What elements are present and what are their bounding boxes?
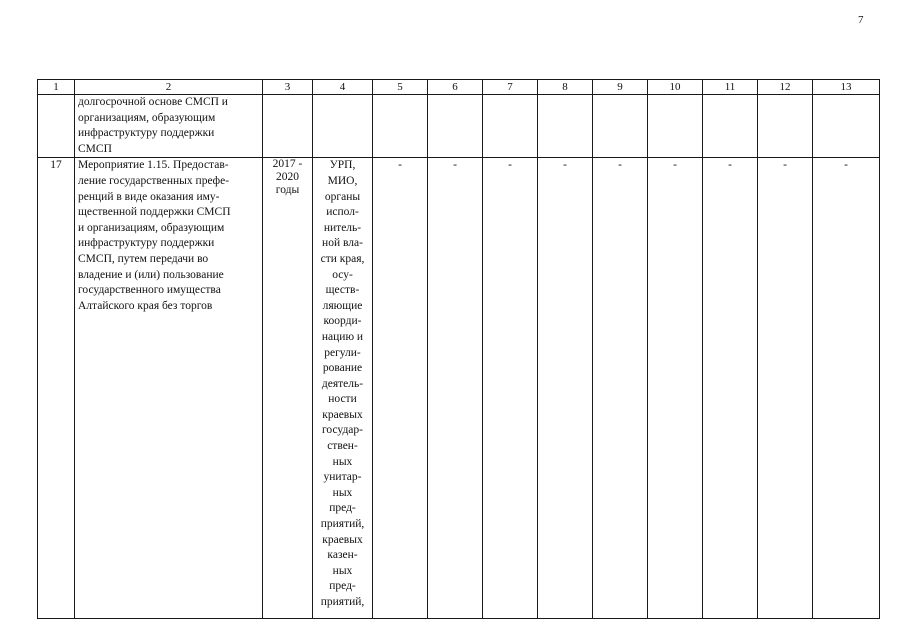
table-cell: [483, 95, 538, 158]
text-line: годы: [275, 184, 300, 197]
table-cell: [648, 95, 703, 158]
column-header: 4: [313, 80, 373, 95]
table-cell: [813, 95, 880, 158]
text-line: ных: [332, 564, 353, 577]
text-line: и организациям, образующим: [78, 221, 225, 234]
column-header: 12: [758, 80, 813, 95]
text-line: краевых: [322, 408, 363, 421]
text-line: ствен-: [327, 440, 358, 453]
text-line: приятий,: [320, 596, 365, 608]
column-header: 3: [263, 80, 313, 95]
text-line: МИО,: [327, 174, 358, 187]
table-cell: [428, 95, 483, 158]
text-line: пред-: [329, 580, 356, 593]
column-header: 10: [648, 80, 703, 95]
column-header: 5: [373, 80, 428, 95]
value-cell: -: [648, 158, 703, 619]
text-line: сти края,: [320, 252, 365, 265]
value-cell: -: [813, 158, 880, 619]
text-line: рование: [322, 362, 363, 375]
period-cell: [263, 158, 313, 619]
text-line: ной вла-: [322, 237, 363, 250]
text-line: краевых: [322, 533, 363, 546]
value-cell: -: [758, 158, 813, 619]
program-table: [37, 79, 880, 619]
column-header: 1: [38, 80, 75, 95]
table-cell: [373, 95, 428, 158]
text-line: коорди-: [323, 315, 362, 328]
table-cell: [38, 95, 75, 158]
value-cell: -: [593, 158, 648, 619]
text-line: органы: [324, 190, 361, 203]
text-line: государственного имущества: [78, 284, 221, 297]
value-cell: -: [538, 158, 593, 619]
text-line: ренций в виде оказания иму-: [78, 190, 220, 203]
text-line: ных: [332, 486, 353, 499]
text-line: деятель-: [321, 377, 364, 390]
table-cell: [593, 95, 648, 158]
text-line: осу-: [332, 268, 353, 281]
column-header: 2: [75, 80, 263, 95]
table-cell: [538, 95, 593, 158]
text-line: приятий,: [320, 518, 365, 531]
text-line: 2017 -: [272, 158, 303, 171]
text-line: щественной поддержки СМСП: [78, 206, 231, 219]
text-line: казен-: [327, 549, 358, 562]
text-line: инфраструктуру поддержки: [78, 127, 215, 140]
table-cell: [703, 95, 758, 158]
text-line: 2020: [276, 171, 299, 184]
text-line: унитар-: [323, 471, 362, 484]
text-line: нацию и: [321, 330, 364, 343]
text-line: долгосрочной основе СМСП и: [78, 96, 228, 108]
column-header: 13: [813, 80, 880, 95]
column-header: 6: [428, 80, 483, 95]
text-line: ляющие: [322, 299, 363, 312]
text-line: пред-: [329, 502, 356, 515]
text-line: нитель-: [323, 221, 362, 234]
text-line: ление государственных префе-: [78, 174, 230, 187]
column-number-row: [38, 80, 880, 95]
column-header: 9: [593, 80, 648, 95]
text-line: СМСП, путем передачи во: [78, 252, 209, 265]
text-line: государ-: [322, 424, 363, 437]
table-cell: [313, 95, 373, 158]
column-header: 7: [483, 80, 538, 95]
page-number: 7: [858, 14, 864, 26]
value-cell: -: [483, 158, 538, 619]
measure-description-cell: [75, 158, 263, 619]
table-cell: [758, 95, 813, 158]
text-line: ществ-: [325, 284, 360, 297]
text-line: УРП,: [329, 159, 356, 172]
column-header: 11: [703, 80, 758, 95]
column-header: 8: [538, 80, 593, 95]
text-line: инфраструктуру поддержки: [78, 237, 215, 250]
text-line: ных: [332, 455, 353, 468]
text-line: регули-: [324, 346, 361, 359]
value-cell: -: [703, 158, 758, 619]
continuation-description-cell: [75, 95, 263, 158]
table-cell: [263, 95, 313, 158]
text-line: СМСП: [78, 142, 112, 155]
value-cell: -: [373, 158, 428, 619]
row-number-cell: 17: [38, 158, 75, 619]
text-line: владение и (или) пользование: [78, 268, 224, 281]
executors-cell: [313, 158, 373, 619]
text-line: испол-: [326, 206, 359, 219]
text-line: Алтайского края без торгов: [78, 299, 213, 312]
table-row-17: [38, 158, 880, 619]
text-line: Мероприятие 1.15. Предостав-: [78, 159, 229, 172]
text-line: организациям, образующим: [78, 111, 216, 124]
value-cell: -: [428, 158, 483, 619]
continuation-row: [38, 95, 880, 158]
text-line: ности: [328, 393, 357, 406]
